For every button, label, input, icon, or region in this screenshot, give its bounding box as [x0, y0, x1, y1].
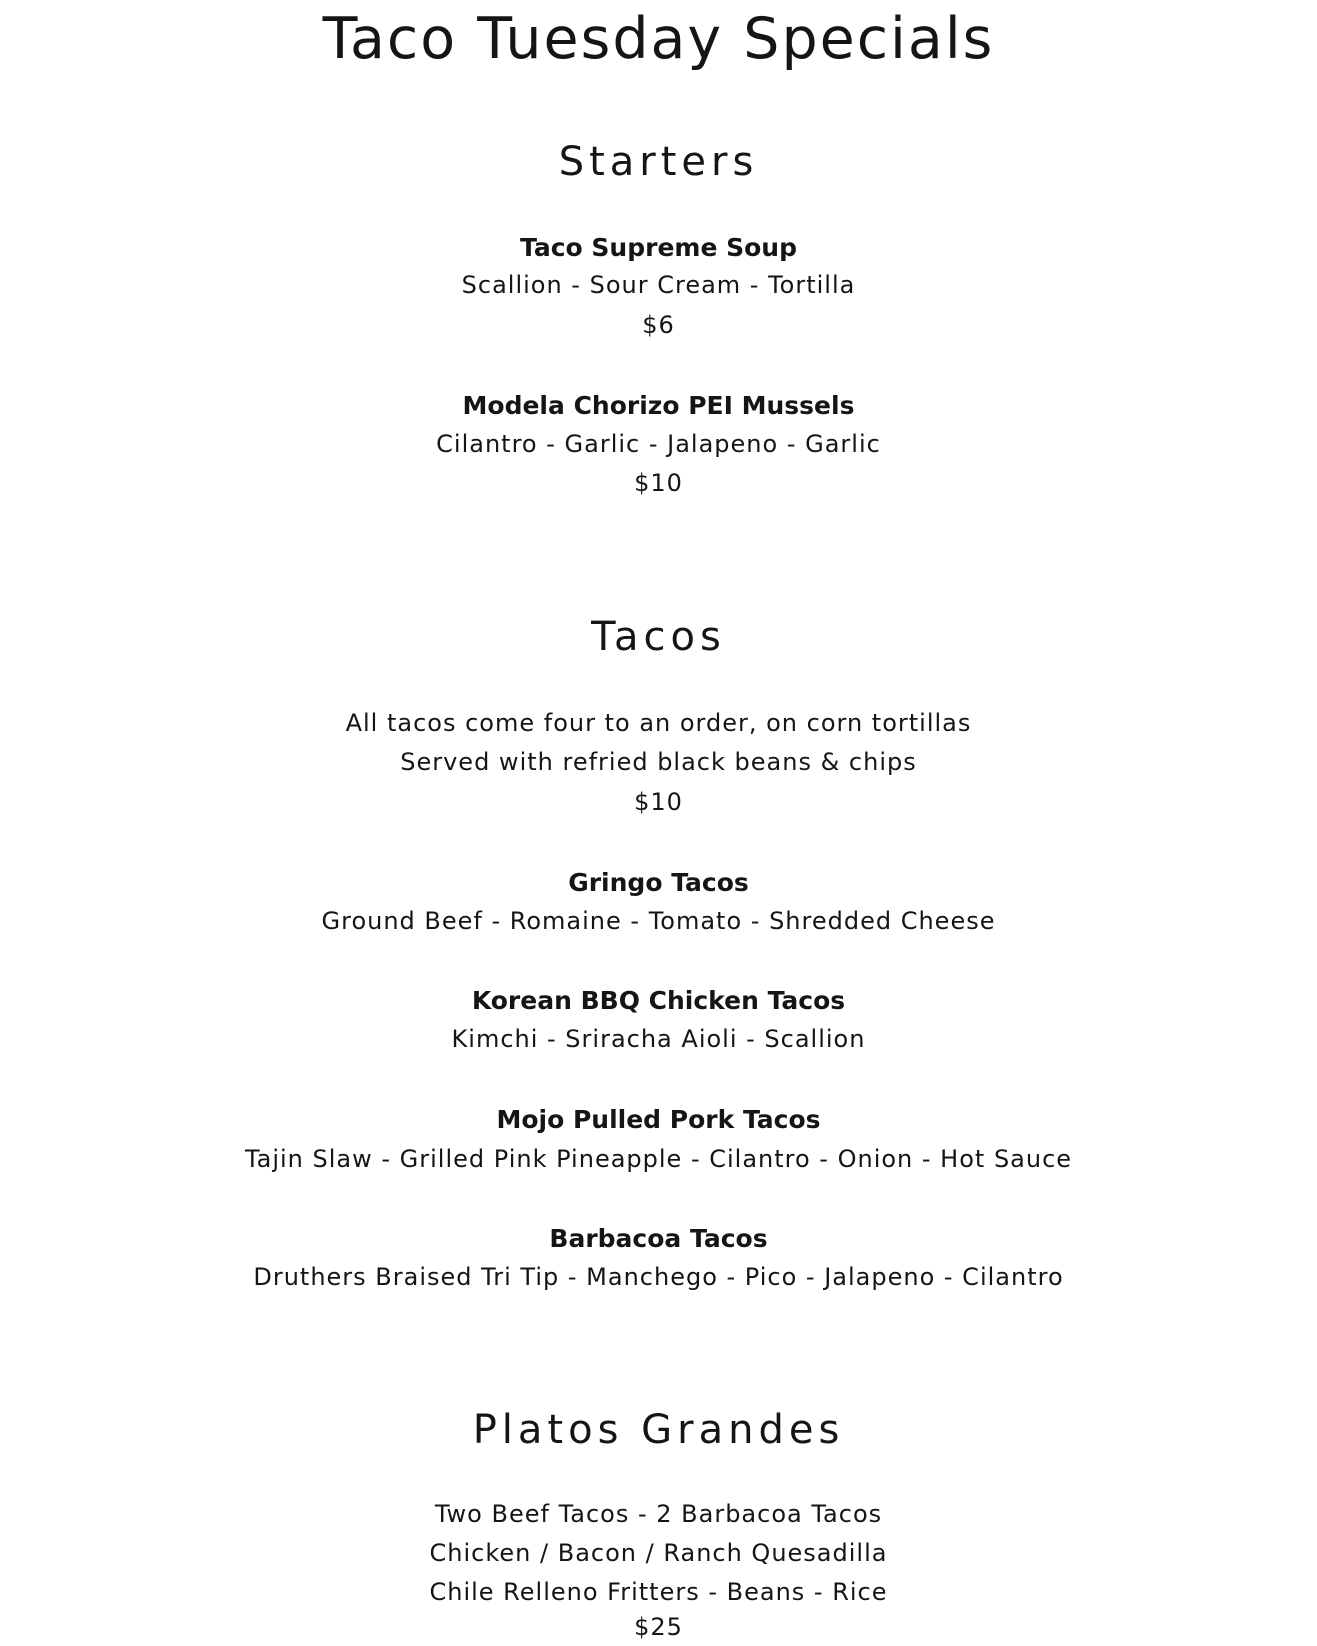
section-heading-platos-grandes: Platos Grandes	[472, 1407, 845, 1453]
starter-item-price: $6	[642, 311, 675, 339]
starter-item-description: Scallion - Sour Cream - Tortilla	[461, 271, 856, 299]
starter-item-price: $10	[634, 469, 683, 497]
starter-item-name: Taco Supreme Soup	[520, 233, 797, 262]
tacos-intro-line: Served with refried black beans & chips	[400, 748, 917, 776]
starter-item-name: Modela Chorizo PEI Mussels	[462, 391, 855, 420]
taco-item-description: Tajin Slaw - Grilled Pink Pineapple - Cilantro - Onion - Hot Sauce	[244, 1145, 1073, 1173]
plato-grande-line: Two Beef Tacos - 2 Barbacoa Tacos	[434, 1500, 883, 1528]
taco-item-description: Druthers Braised Tri Tip - Manchego - Pico - Jalapeno - Cilantro	[253, 1263, 1064, 1291]
tacos-intro-line: All tacos come four to an order, on corn tortillas	[345, 709, 972, 737]
plato-grande-line: Chile Relleno Fritters - Beans - Rice	[429, 1578, 888, 1606]
menu-title: Taco Tuesday Specials	[322, 6, 995, 72]
taco-item-name: Korean BBQ Chicken Tacos	[471, 986, 846, 1015]
taco-item-name: Barbacoa Tacos	[549, 1224, 768, 1253]
plato-grande-price: $25	[634, 1613, 683, 1641]
plato-grande-line: Chicken / Bacon / Ranch Quesadilla	[429, 1539, 888, 1567]
tacos-price: $10	[634, 788, 683, 816]
section-heading-starters: Starters	[558, 139, 759, 185]
taco-item-description: Ground Beef - Romaine - Tomato - Shredded Cheese	[321, 907, 996, 935]
taco-item-description: Kimchi - Sriracha Aioli - Scallion	[451, 1025, 866, 1053]
section-heading-tacos: Tacos	[591, 614, 726, 660]
taco-item-name: Gringo Tacos	[568, 868, 749, 897]
starter-item-description: Cilantro - Garlic - Jalapeno - Garlic	[436, 430, 881, 458]
taco-item-name: Mojo Pulled Pork Tacos	[496, 1105, 821, 1134]
